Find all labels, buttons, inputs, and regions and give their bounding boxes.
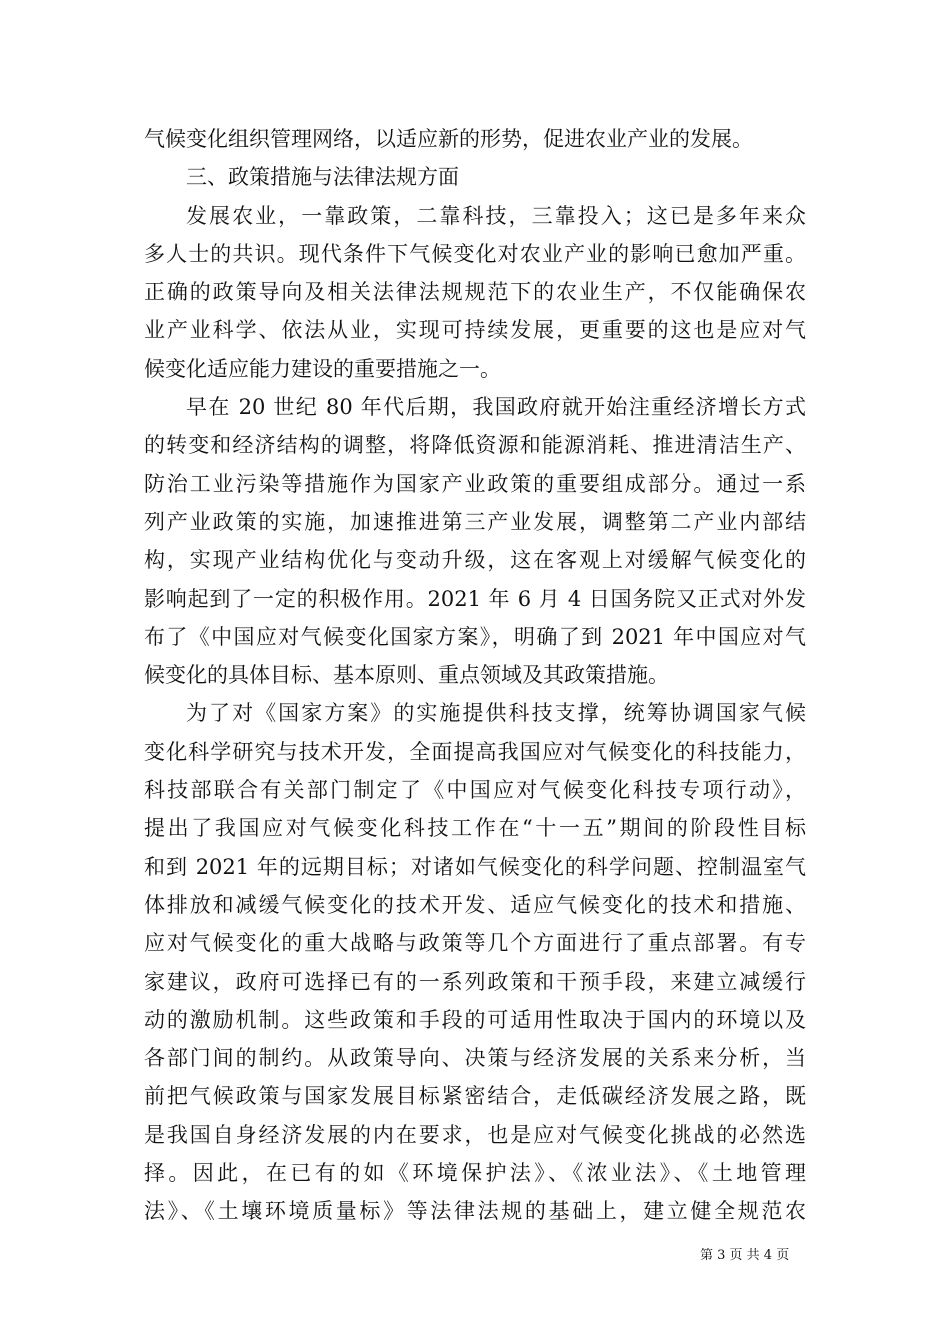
section-heading: 三、政策措施与法律法规方面 [186,165,459,190]
paragraph-last-line: 候变化适应能力建设的重要措施之一。 [144,356,501,381]
text-line: 和到 2021 年的远期目标；对诸如气候变化的科学问题、控制温室气 [144,854,806,879]
paragraph-first-line: 发展农业，一靠政策，二靠科技，三靠投入；这已是多年来众 [186,203,806,228]
text-line: 的转变和经济结构的调整，将降低资源和能源消耗、推进清洁生产、 [144,433,806,458]
text-line: 动的激励机制。这些政策和手段的可适用性取决于国内的环境以及 [144,1007,806,1032]
text-line: 科技部联合有关部门制定了《中国应对气候变化科技专项行动》， [144,778,806,803]
paragraph-last-line: 候变化的具体目标、基本原则、重点领域及其政策措施。 [144,663,669,688]
text-line: 多人士的共识。现代条件下气候变化对农业产业的影响已愈加严重。 [144,241,806,266]
text-line: 法》、《土壤环境质量标》等法律法规的基础上，建立健全规范农 [144,1199,806,1224]
text-line: 业产业科学、依法从业，实现可持续发展，更重要的这也是应对气 [144,318,806,343]
text-line: 正确的政策导向及相关法律法规规范下的农业生产，不仅能确保农 [144,280,806,305]
text-line: 提出了我国应对气候变化科技工作在“十一五”期间的阶段性目标 [144,816,806,841]
text-line: 是我国自身经济发展的内在要求，也是应对气候变化挑战的必然选 [144,1122,806,1147]
text-line: 择。因此，在已有的如《环境保护法》、《浓业法》、《土地管理 [144,1161,806,1186]
text-line: 应对气候变化的重大战略与政策等几个方面进行了重点部署。有专 [144,931,806,956]
text-line: 防治工业污染等措施作为国家产业政策的重要组成部分。通过一系 [144,471,806,496]
page-number-footer: 第 3 页 共 4 页 [700,1248,790,1263]
text-line: 体排放和减缓气候变化的技术开发、适应气候变化的技术和措施、 [144,892,806,917]
paragraph-first-line: 为了对《国家方案》的实施提供科技支撑，统筹协调国家气候 [186,701,806,726]
text-line: 影响起到了一定的积极作用。2021 年 6 月 4 日国务院又正式对外发 [144,586,806,611]
text-line: 家建议，政府可选择已有的一系列政策和干预手段，来建立减缓行 [144,969,806,994]
text-line: 构，实现产业结构优化与变动升级，这在客观上对缓解气候变化的 [144,548,806,573]
paragraph-first-line: 早在 20 世纪 80 年代后期，我国政府就开始注重经济增长方式 [186,395,806,420]
text-line: 各部门间的制约。从政策导向、决策与经济发展的关系来分析，当 [144,1046,806,1071]
text-line: 前把气候政策与国家发展目标紧密结合，走低碳经济发展之路，既 [144,1084,806,1109]
text-line: 变化科学研究与技术开发，全面提高我国应对气候变化的科技能力， [144,739,806,764]
text-line: 布了《中国应对气候变化国家方案》，明确了到 2021 年中国应对气 [144,624,806,649]
body-text [144,120,806,1231]
text-line: 列产业政策的实施，加速推进第三产业发展，调整第二产业内部结 [144,509,806,534]
text-line: 气候变化组织管理网络，以适应新的形势，促进农业产业的发展。 [144,127,753,151]
